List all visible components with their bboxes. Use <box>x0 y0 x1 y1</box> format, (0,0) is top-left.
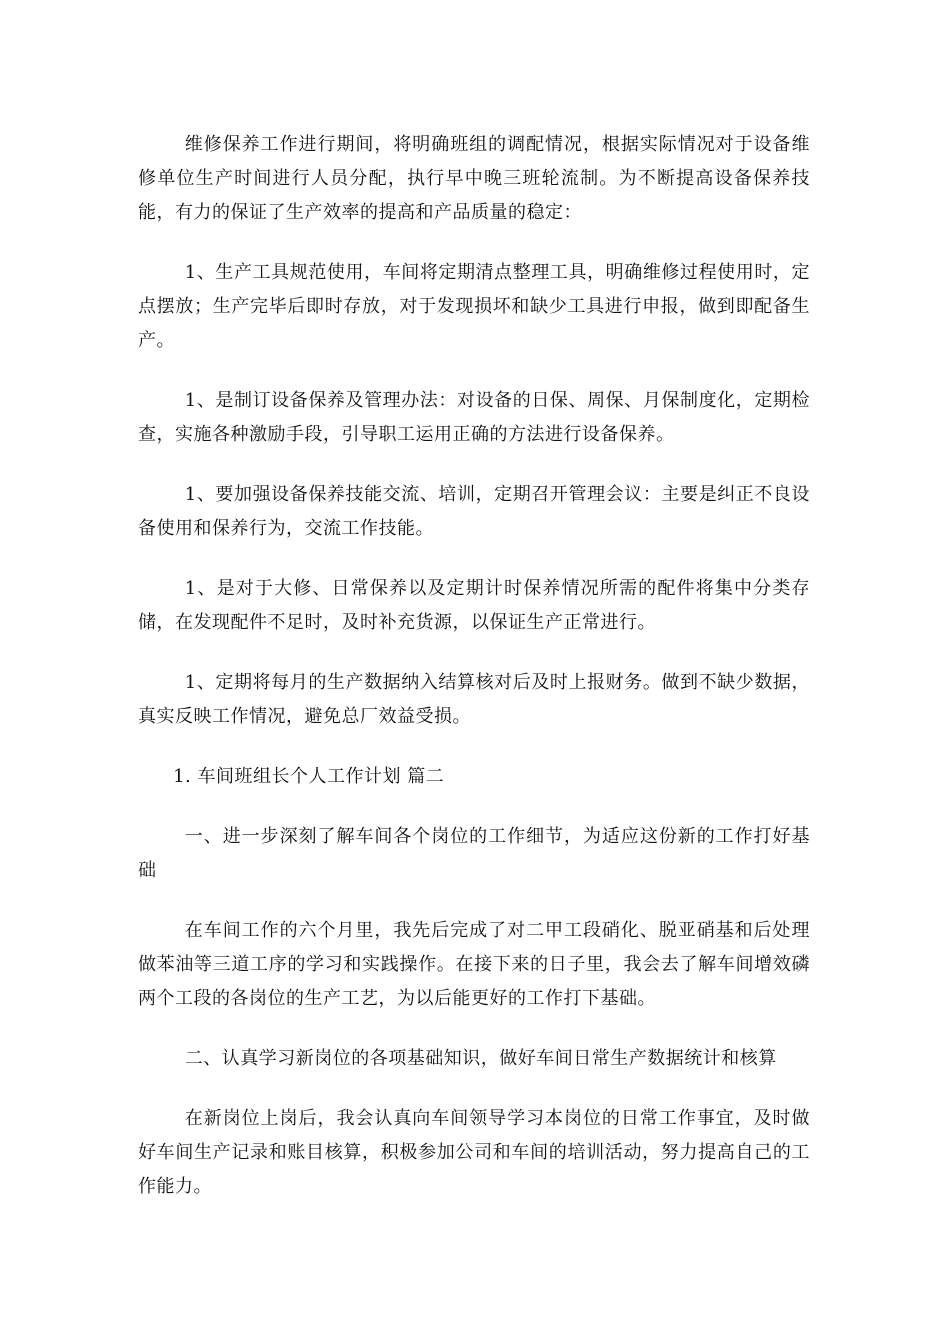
paragraph-parts-storage: 1、是对于大修、日常保养以及定期计时保养情况所需的配件将集中分类存储，在发现配件不足时，及时补充货源，以保证生产正常进行。 <box>138 578 810 633</box>
paragraph-training: 1、要加强设备保养技能交流、培训，定期召开管理会议：主要是纠正不良设备使用和保养行为，交流工作技能。 <box>138 484 810 539</box>
section-item-1-title: 一、进一步深刻了解车间各个岗位的工作细节，为适应这份新的工作打好基础 <box>138 826 810 881</box>
section-item-2-title: 二、认真学习新岗位的各项基础知识，做好车间日常生产数据统计和核算 <box>184 1048 777 1069</box>
paragraph-maintenance-rules: 1、是制订设备保养及管理办法：对设备的日保、周保、月保制度化，定期检查，实施各种激励手段，引导职工运用正确的方法进行设备保养。 <box>138 390 810 445</box>
paragraph-tools: 1、生产工具规范使用，车间将定期清点整理工具，明确维修过程使用时，定点摆放；生产完毕后即时存放，对于发现损坏和缺少工具进行申报，做到即配备生产。 <box>138 262 810 351</box>
section-heading: 1. 车间班组长个人工作计划 篇二 <box>173 766 445 787</box>
document-body <box>138 128 810 1230</box>
section-item-2-body: 在新岗位上岗后，我会认真向车间领导学习本岗位的日常工作事宜，及时做好车间生产记录和账目核算，积极参加公司和车间的培训活动，努力提高自己的工作能力。 <box>138 1108 810 1197</box>
section-item-1-body: 在车间工作的六个月里，我先后完成了对二甲工段硝化、脱亚硝基和后处理做苯油等三道工序的学习和实践操作。在接下来的日子里，我会去了解车间增效磷两个工段的各岗位的生产工艺，为以后能更好的工作打下基础。 <box>138 920 810 1009</box>
paragraph-intro: 维修保养工作进行期间，将明确班组的调配情况，根据实际情况对于设备维修单位生产时间进行人员分配，执行早中晚三班轮流制。为不断提高设备保养技能，有力的保证了生产效率的提高和产品质量的稳定： <box>138 134 810 223</box>
paragraph-data-reporting: 1、定期将每月的生产数据纳入结算核对后及时上报财务。做到不缺少数据，真实反映工作情况，避免总厂效益受损。 <box>138 672 810 727</box>
